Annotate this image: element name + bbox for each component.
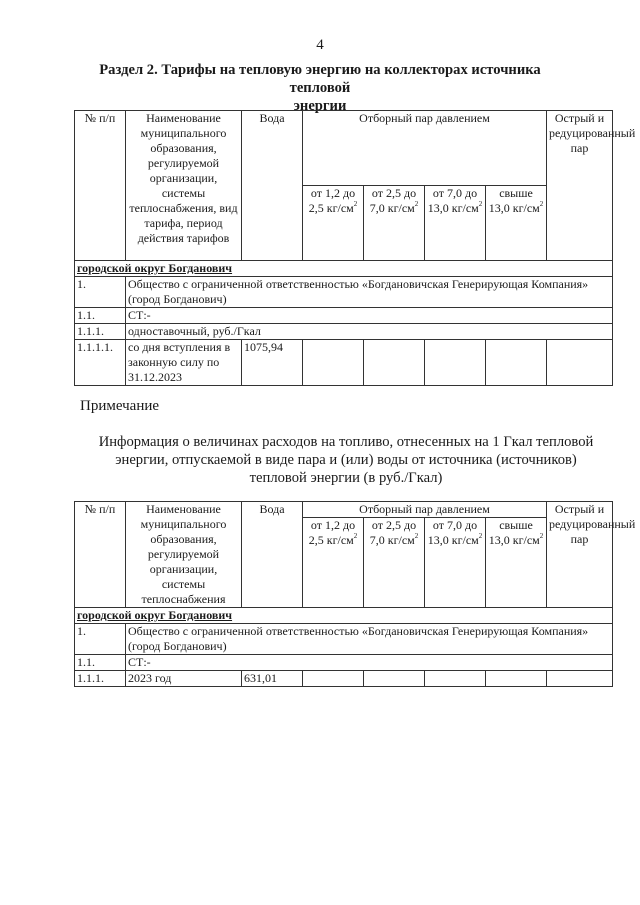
row-name: СТ:- xyxy=(126,655,613,671)
row-empty xyxy=(486,671,547,687)
table-row xyxy=(75,624,613,655)
info-line-2: энергии, отпускаемой в виде пара и (или) воды от источника (источников) xyxy=(115,452,577,468)
note-label: Примечание xyxy=(80,398,160,414)
header-name: Наименование муниципального образования, регулируемой организации, системы теплоснабжения, вид тарифа, период действия тарифов xyxy=(126,111,242,261)
row-empty xyxy=(547,340,613,386)
row-empty xyxy=(486,340,547,386)
header-pressure-2: от 2,5 до 7,0 $кг/см^2$ xyxy=(364,518,425,608)
row-name: Общество с ограниченной ответственностью «Богдановичская Генерирующая Компания» (город Богданович) xyxy=(126,277,613,308)
header-steam: Отборный пар давлением xyxy=(303,502,547,518)
header-pressure-1: от 1,2 до 2,5 $кг/см^2$ xyxy=(303,518,364,608)
header-sharp-steam: Острый и редуцированный пар xyxy=(547,111,613,261)
page-number: 4 xyxy=(316,37,324,53)
header-water: Вода xyxy=(242,502,303,608)
header-num: № п/п xyxy=(75,111,126,261)
row-water: 631,01 xyxy=(242,671,303,687)
table-row xyxy=(75,308,613,324)
header-name: Наименование муниципального образования, регулируемой организации, системы теплоснабжения xyxy=(126,502,242,608)
header-pressure-3: от 7,0 до 13,0 $кг/см^2$ xyxy=(425,186,486,261)
row-num: 1.1.1.1. xyxy=(75,340,126,386)
row-water: 1075,94 xyxy=(242,340,303,386)
row-empty xyxy=(425,340,486,386)
table-row xyxy=(75,655,613,671)
row-empty xyxy=(364,671,425,687)
header-pressure-3: от 7,0 до 13,0 $кг/см^2$ xyxy=(425,518,486,608)
tariff-table xyxy=(74,110,636,386)
region-row: городской округ Богданович xyxy=(75,261,613,277)
section-title-line-1: Раздел 2. Тарифы на тепловую энергию на коллекторах источника тепловой xyxy=(99,62,541,96)
row-num: 1.1.1. xyxy=(75,671,126,687)
header-sharp-steam: Острый и редуцированный пар xyxy=(547,502,613,608)
row-empty xyxy=(303,340,364,386)
row-empty xyxy=(547,671,613,687)
info-line-1: Информация о величинах расходов на топливо, отнесенных на 1 Гкал тепловой xyxy=(98,434,594,450)
header-num: № п/п xyxy=(75,502,126,608)
row-num: 1.1. xyxy=(75,655,126,671)
header-pressure-2: от 2,5 до 7,0 $кг/см^2$ xyxy=(364,186,425,261)
section-title-line-2: энергии xyxy=(293,98,347,114)
info-text xyxy=(70,433,622,487)
region-row: городской округ Богданович xyxy=(75,608,613,624)
row-name: 2023 год xyxy=(126,671,242,687)
table-row xyxy=(75,324,613,340)
row-name: СТ:- xyxy=(126,308,613,324)
row-num: 1.1.1. xyxy=(75,324,126,340)
row-empty xyxy=(364,340,425,386)
header-steam: Отборный пар давлением xyxy=(303,111,547,186)
header-water: Вода xyxy=(242,111,303,261)
row-name: Общество с ограниченной ответственностью «Богдановичская Генерирующая Компания» (город Богданович) xyxy=(126,624,613,655)
row-empty xyxy=(303,671,364,687)
row-name: одноставочный, руб./Гкал xyxy=(126,324,613,340)
section-title xyxy=(70,61,570,115)
table-row xyxy=(75,671,613,687)
row-num: 1. xyxy=(75,624,126,655)
header-pressure-1: от 1,2 до 2,5 $кг/см^2$ xyxy=(303,186,364,261)
header-pressure-4: свыше 13,0 $кг/см^2$ xyxy=(486,186,547,261)
info-line-3: тепловой энергии (в руб./Гкал) xyxy=(249,470,443,486)
fuel-cost-table xyxy=(74,501,636,687)
table-row xyxy=(75,277,613,308)
row-empty xyxy=(425,671,486,687)
table-row xyxy=(75,340,613,386)
row-name: со дня вступления в законную силу по 31.12.2023 xyxy=(126,340,242,386)
row-num: 1. xyxy=(75,277,126,308)
header-pressure-4: свыше 13,0 $кг/см^2$ xyxy=(486,518,547,608)
row-num: 1.1. xyxy=(75,308,126,324)
